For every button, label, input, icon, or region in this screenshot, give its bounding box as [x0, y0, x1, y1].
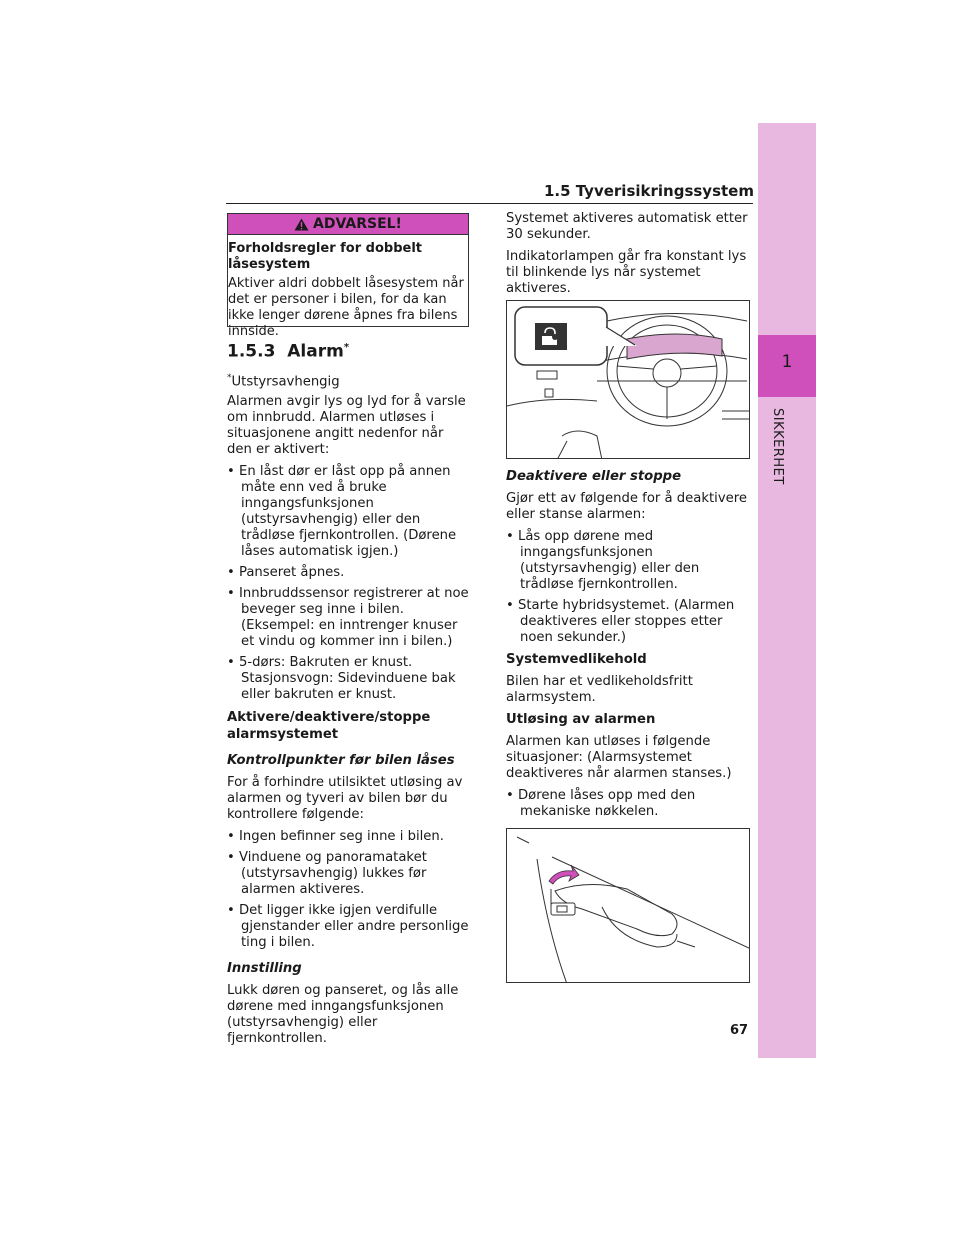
header-rule	[226, 203, 753, 204]
trigger-title: Utløsing av alarmen	[506, 712, 656, 727]
section-title: 1.5 Tyverisikringssystem	[543, 182, 754, 200]
activation-paragraph: Systemet aktiveres automatisk etter 30 sekunder.	[506, 211, 748, 242]
warning-triangle-icon	[294, 218, 309, 231]
list-item: • Starte hybridsystemet. (Alarmen deaktiveres eller stoppes etter noen sekunder.)	[506, 598, 752, 646]
section-heading	[227, 340, 470, 360]
maintenance-title: Systemvedlikehold	[506, 652, 647, 667]
deactivate-title: Deaktivere eller stoppe	[506, 469, 682, 484]
subheading: Aktivere/deaktivere/stoppe alarmsystemet	[227, 710, 431, 743]
list-item: • Innbruddssensor registrerer at noe beveger seg inne i bilen. (Eksempel: en inntrenger knuser et vindu og kommer inn i bilen.)	[227, 586, 470, 650]
chapter-name: SIKKERHET	[770, 408, 785, 485]
indicator-paragraph: Indikatorlampen går fra konstant lys til blinkende lys når systemet aktiveres.	[506, 249, 747, 296]
deactivate-list	[506, 529, 752, 646]
check-title: Kontrollpunkter før bilen låses	[227, 753, 455, 769]
warning-heading: Forholdsregler for dobbelt låsesystem	[228, 241, 422, 272]
footnote-mark: *	[227, 372, 232, 383]
heading-number: 1.5.3	[227, 341, 276, 362]
trigger-list	[227, 464, 470, 703]
list-item: • Vinduene og panoramataket (utstyrsavhengig) lukkes før alarmen aktiveres.	[227, 850, 470, 898]
setting-text: Lukk døren og panseret, og lås alle dørene med inngangsfunksjonen (utstyrsavhengig) eller fjernkontrollen.	[227, 983, 459, 1047]
footnote	[227, 370, 470, 390]
list-item: • Ingen befinner seg inne i bilen.	[227, 829, 470, 845]
list-item: • 5-dørs: Bakruten er knust. Stasjonsvogn: Sidevinduene bak eller bakruten er knust.	[227, 655, 470, 703]
warning-box	[227, 213, 469, 339]
warning-text: Aktiver aldri dobbelt låsesystem når det er personer i bilen, for da kan ikke lenger dørene åpnes fra bilens innside.	[228, 276, 464, 339]
list-item: • Dørene låses opp med den mekaniske nøkkelen.	[506, 788, 752, 820]
check-list	[227, 829, 470, 951]
dashboard-illustration	[506, 300, 750, 459]
door-handle-drawing	[507, 829, 750, 983]
check-intro: For å forhindre utilsiktet utløsing av alarmen og tyveri av bilen bør du kontrollere følgende:	[227, 775, 463, 823]
intro-paragraph: Alarmen avgir lys og lyd for å varsle om innbrudd. Alarmen utløses i situasjonene angitt nedenfor når den er aktivert:	[227, 394, 466, 458]
list-item: • Panseret åpnes.	[227, 565, 470, 581]
setting-title: Innstilling	[227, 961, 302, 977]
right-column-bottom	[506, 469, 752, 820]
right-column-top	[506, 211, 752, 297]
dashboard-drawing	[507, 301, 750, 459]
page-number: 67	[730, 1023, 749, 1038]
warning-title-bar	[228, 214, 468, 235]
list-item: • En låst dør er låst opp på annen måte enn ved å bruke inngangsfunksjonen (utstyrsavhengig) eller den trådløse fjernkontrollen. (Dørene låses automatisk igjen.)	[227, 464, 470, 560]
chapter-sidebar	[758, 123, 816, 1058]
maintenance-text: Bilen har et vedlikeholdsfritt alarmsystem.	[506, 674, 693, 705]
heading-footnote-mark: *	[343, 342, 350, 353]
trigger-text: Alarmen kan utløses i følgende situasjoner: (Alarmsystemet deaktiveres når alarmen stanses.)	[506, 734, 732, 781]
list-item: • Det ligger ikke igjen verdifulle gjenstander eller andre personlige ting i bilen.	[227, 903, 470, 951]
footnote-text: Utstyrsavhengig	[231, 374, 340, 390]
door-handle-illustration	[506, 828, 750, 983]
trigger-case-list	[506, 788, 752, 820]
list-item: • Lås opp dørene med inngangsfunksjonen (utstyrsavhengig) eller den trådløse fjernkontrollen.	[506, 529, 752, 593]
deactivate-intro: Gjør ett av følgende for å deaktivere eller stanse alarmen:	[506, 491, 747, 522]
chapter-number: 1	[781, 352, 793, 372]
warning-title: ADVARSEL!	[313, 216, 402, 232]
heading-text: Alarm	[287, 341, 344, 362]
left-column	[227, 340, 470, 1047]
